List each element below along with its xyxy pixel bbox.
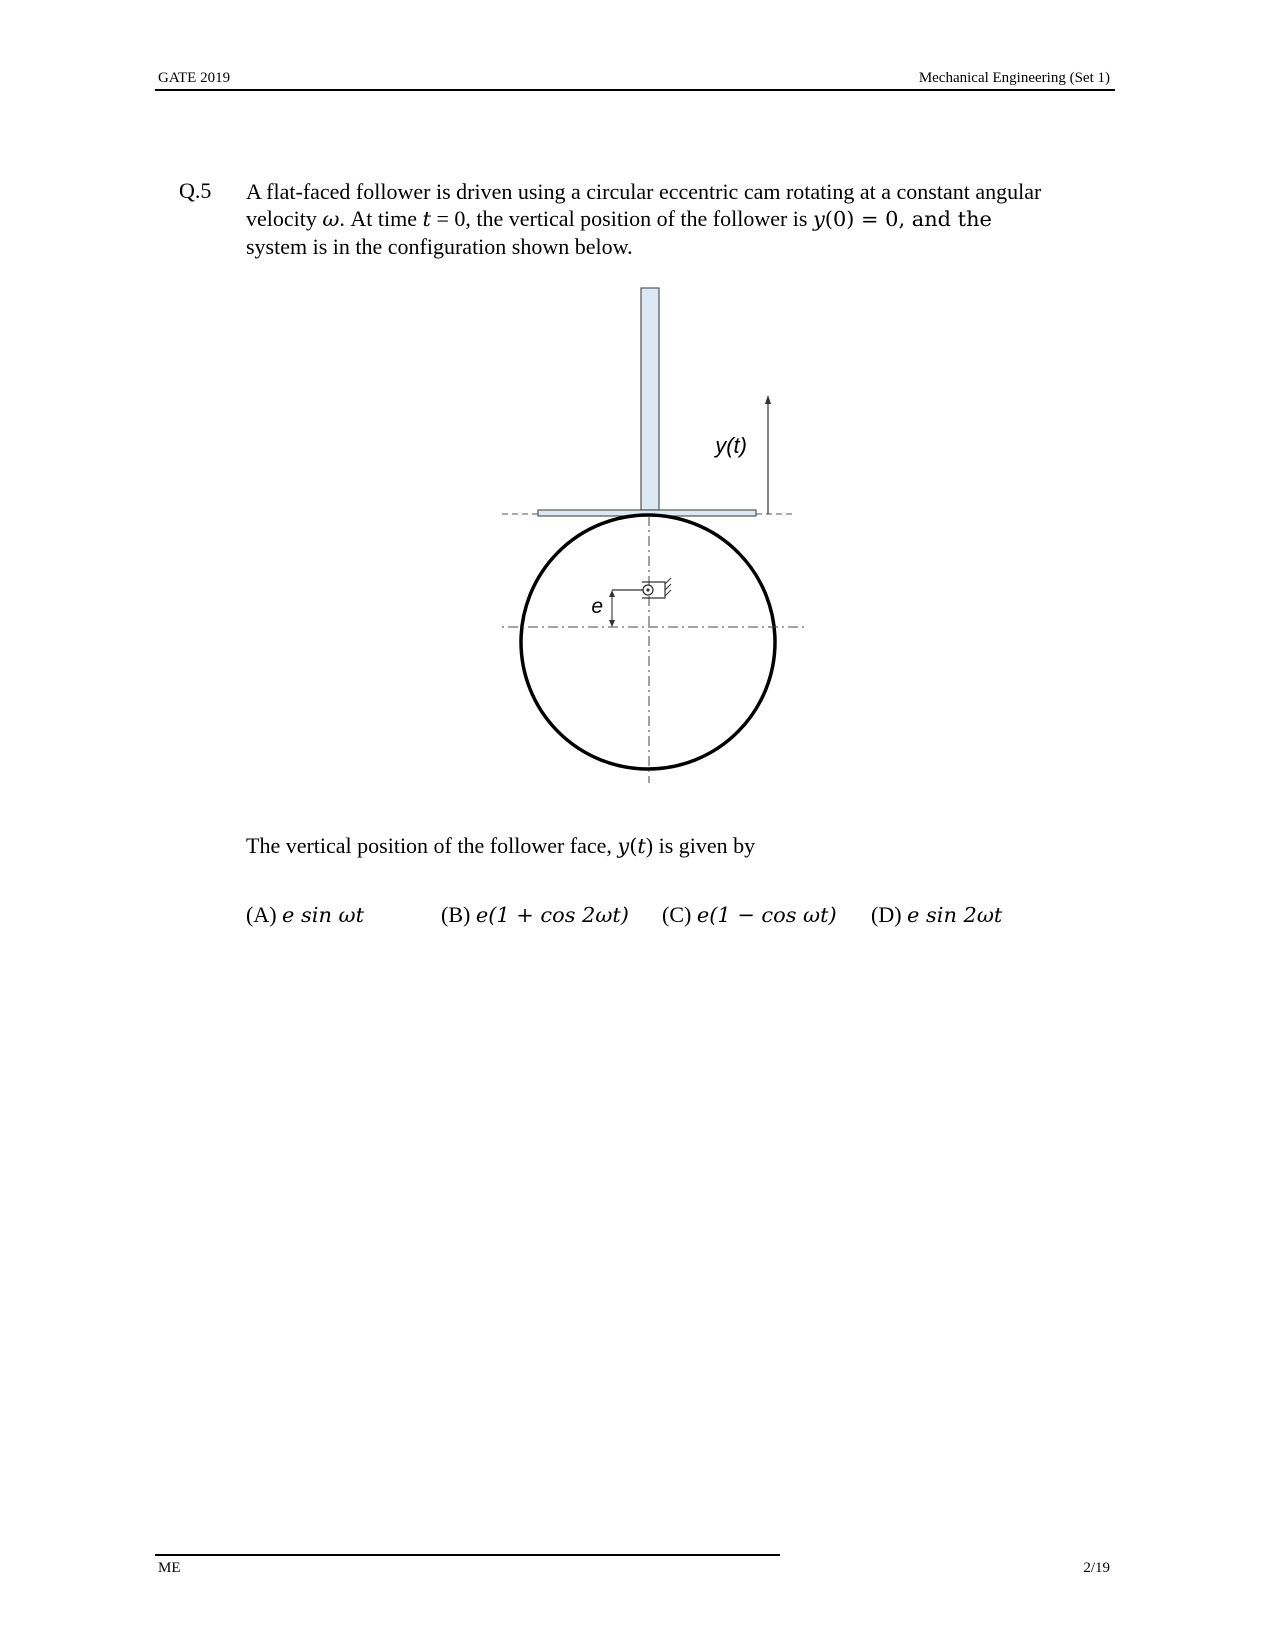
option-b-expression: e(1 + cos 2ωt): [475, 903, 629, 927]
q-text-frag: = 0, the vertical position of the follower is: [430, 206, 813, 231]
cam-circle: [521, 515, 775, 769]
footer-page-number: 2/19: [1083, 1560, 1110, 1576]
option-a[interactable]: [246, 902, 364, 928]
option-c-expression: e(1 − cos ωt): [696, 903, 837, 927]
y-label: y(t): [715, 433, 747, 458]
option-d-expression: e sin 2ωt: [907, 903, 1003, 927]
cam-follower-diagram: [500, 285, 860, 810]
option-d[interactable]: [871, 902, 1002, 928]
option-c-label: (C): [662, 902, 697, 927]
option-c[interactable]: [662, 902, 837, 928]
option-b[interactable]: [441, 902, 629, 928]
option-a-expression: e sin ωt: [282, 903, 364, 927]
t-symbol: t: [422, 207, 431, 231]
question-line-2: [246, 205, 1126, 233]
q-text-frag: velocity: [246, 206, 323, 231]
option-d-label: (D): [871, 902, 908, 927]
ground-hatch: [665, 578, 671, 584]
q-text-frag: . At time: [339, 206, 423, 231]
question-text: [246, 178, 1126, 260]
footer-subject-code: ME: [158, 1560, 181, 1576]
q-text-frag: (0) = 0, and the: [824, 207, 992, 231]
prompt-frag: (: [629, 834, 638, 858]
prompt-frag: ) is given by: [645, 833, 756, 858]
y-arrow-head: [765, 395, 771, 404]
question-line-3: system is in the configuration shown below.: [246, 234, 633, 259]
e-arrow-head-bottom: [609, 620, 615, 627]
pivot-pin-center: [646, 588, 649, 591]
ground-hatch: [665, 590, 671, 596]
ground-hatch: [665, 584, 671, 590]
y-symbol: y: [617, 834, 630, 858]
prompt-text: [246, 833, 755, 859]
question-number: Q.5: [179, 178, 212, 203]
option-a-label: (A): [246, 902, 283, 927]
e-arrow-head-top: [609, 590, 615, 597]
footer-rule: [155, 1554, 780, 1556]
header-rule: [155, 89, 1115, 91]
t-symbol: t: [637, 834, 646, 858]
header-exam-title: GATE 2019: [158, 70, 231, 86]
follower-stem: [641, 288, 659, 510]
question-line-1: A flat-faced follower is driven using a circular eccentric cam rotating at a constant angular: [246, 179, 1042, 204]
e-label: e: [591, 595, 603, 618]
prompt-frag: The vertical position of the follower face,: [246, 833, 618, 858]
y-symbol: y: [812, 207, 825, 231]
option-b-label: (B): [441, 902, 476, 927]
header-paper-name: Mechanical Engineering (Set 1): [918, 70, 1110, 86]
omega-symbol: ω: [322, 207, 340, 231]
